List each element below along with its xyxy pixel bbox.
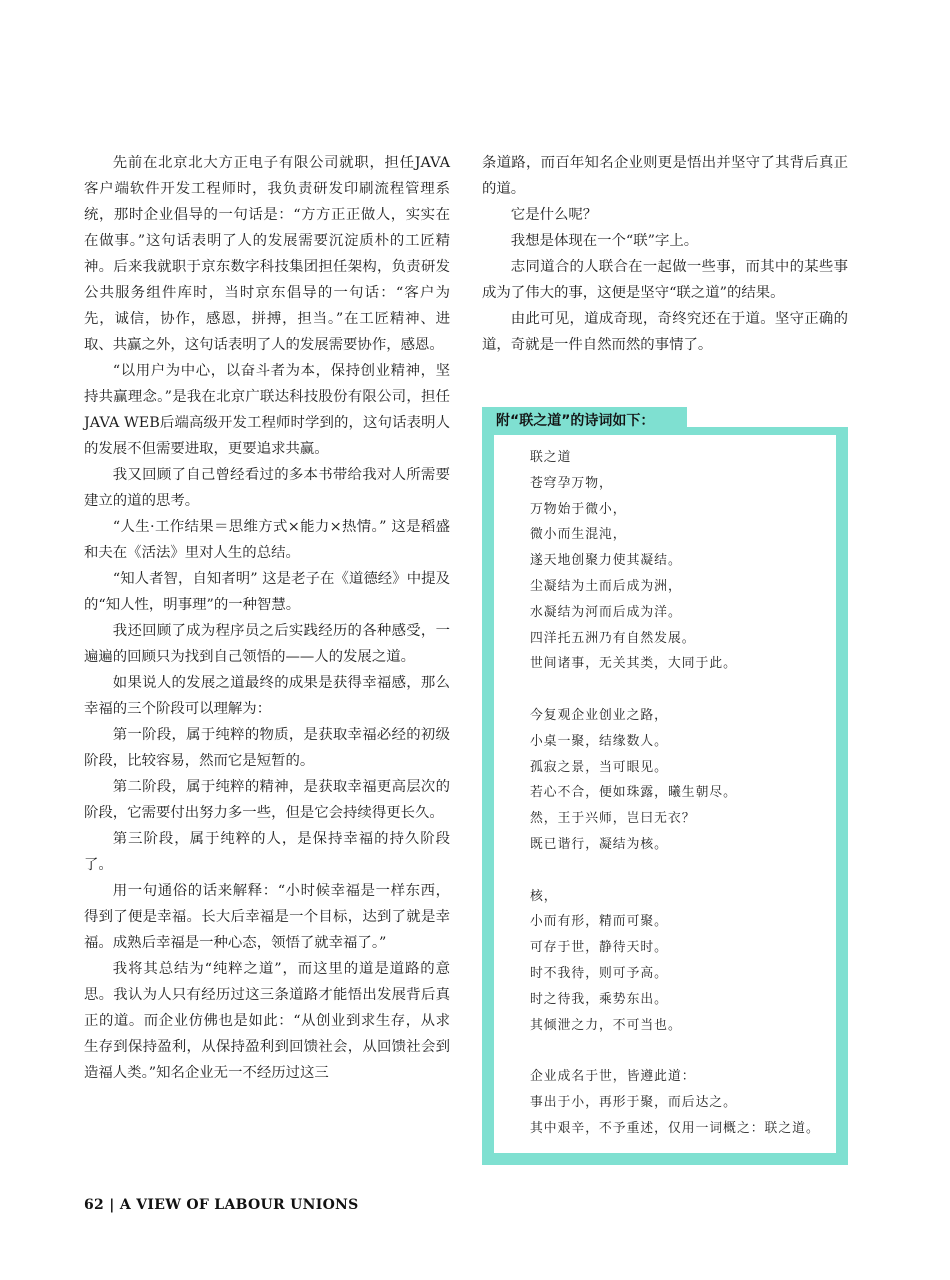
poem-line: 微小而生混沌， [530,527,627,543]
page-footer [84,1197,359,1213]
poem-line: 可存于世，静待天时。 [530,940,668,956]
paragraph: “人生·工作结果＝思维方式×能力×热情。” 这是稻盛和夫在《活法》里对人生的总结。 [84,519,450,561]
poem-line: 孤寂之景，当可眼见。 [530,759,668,775]
left-column [84,150,450,1086]
poem-line: 今复观企业创业之路， [530,707,668,723]
paragraph: 如果说人的发展之道最终的成果是获得幸福感，那么幸福的三个阶段可以理解为： [84,675,450,717]
poem-line: 企业成名于世，皆遵此道： [530,1069,696,1085]
poem-line: 然，王于兴师，岂曰无衣？ [530,811,696,827]
poem-line: 其倾泄之力，不可当也。 [530,1017,682,1033]
poem-line: 尘凝结为土而后成为洲， [530,578,682,594]
poem-line: 其中艰辛，不予重述，仅用一词概之：联之道。 [530,1120,820,1136]
poem-line: 小桌一聚，结缘数人。 [530,733,668,749]
paragraph: 先前在北京北大方正电子有限公司就职，担任JAVA客户端软件开发工程师时，我负责研发印刷流程管理系统，那时企业倡导的一句话是：“方方正正做人，实实在在做事。”这句话表明了人的发展需要沉淀质朴的工匠精神。后来我就职于京东数字科技集团担任架构，负责研发公共服务组件库时，当时京东倡导的一句话：“客户为先，诚信，协作，感恩，拼搏，担当。”在工匠精神、进取、共赢之外，这句话表明了人的发展需要协作，感恩。 [84,155,450,353]
paragraph: 由此可见，道成奇现，奇终究还在于道。坚守正确的道，奇就是一件自然而然的事情了。 [482,311,848,353]
poem-body [530,445,840,1142]
paragraph: 它是什么呢？ [510,207,598,223]
poem-line: 苍穹孕万物， [530,475,613,491]
poem-title: 联之道 [530,450,572,465]
paragraph: 我将其总结为“纯粹之道”，而这里的道是道路的意思。我认为人只有经历过这三条道路才能悟出发展背后真正的道。而企业仿佛也是如此：“从创业到求生存，从求生存到保持盈利，从保持盈利到回馈社会，从回馈社会到造福人类。”知名企业无一不经历过这三 [84,961,450,1081]
paragraph: 志同道合的人联合在一起做一些事，而其中的某些事成为了伟大的事，这便是坚守“联之道”的结果。 [482,259,848,301]
poem-line: 若心不合，便如珠露，曦生朝尽。 [530,785,737,801]
poem-box [482,407,848,1165]
poem-line: 四洋托五洲乃有自然发展。 [530,630,696,646]
paragraph: 我还回顾了成为程序员之后实践经历的各种感受，一遍遍的回顾只为找到自己领悟的——人的发展之道。 [84,623,450,665]
poem-line: 万物始于微小， [530,501,627,517]
paragraph: 用一句通俗的话来解释：“小时候幸福是一样东西，得到了便是幸福。长大后幸福是一个目标，达到了就是幸福。成熟后幸福是一种心态，领悟了就幸福了。” [84,883,450,951]
paragraph-continuation: 条道路，而百年知名企业则更是悟出并坚守了其背后真正的道。 [482,155,848,197]
poem-line: 小而有形，精而可聚。 [530,914,668,930]
poem-stanza-gap [530,1038,840,1064]
poem-line: 既已谐行，凝结为核。 [530,836,668,852]
paragraph: 我想是体现在一个“联”字上。 [510,233,699,249]
poem-line: 时之待我，乘势东出。 [530,991,668,1007]
footer-separator: | [109,1197,115,1213]
poem-line: 世间诸事，无关其类，大同于此。 [530,656,737,672]
poem-stanza-gap [530,677,840,703]
paragraph: 我又回顾了自己曾经看过的多本书带给我对人所需要建立的道的思考。 [84,467,450,509]
paragraph: 第一阶段，属于纯粹的物质，是获取幸福必经的初级阶段，比较容易，然而它是短暂的。 [84,727,450,769]
poem-line: 水凝结为河而后成为洋。 [530,604,682,620]
page-number: 62 [84,1197,105,1213]
poem-line: 遂天地创聚力使其凝结。 [530,553,682,569]
poem-stanza-gap [530,858,840,884]
poem-line: 事出于小，再形于聚，而后达之。 [530,1094,737,1110]
poem-heading: 附“联之道”的诗词如下： [482,407,687,435]
poem-line: 核， [530,888,558,904]
publication-name: A VIEW OF LABOUR UNIONS [119,1197,359,1213]
poem-line: 时不我待，则可予高。 [530,965,668,981]
paragraph: 第三阶段，属于纯粹的人，是保持幸福的持久阶段了。 [84,831,450,873]
right-column [482,150,848,358]
paragraph: 第二阶段，属于纯粹的精神，是获取幸福更高层次的阶段，它需要付出努力多一些，但是它会持续得更长久。 [84,779,450,821]
paragraph: “知人者智，自知者明” 这是老子在《道德经》中提及的“知人性，明事理”的一种智慧。 [84,571,450,613]
paragraph: “以用户为中心，以奋斗者为本，保持创业精神，坚持共赢理念。”是我在北京广联达科技股份有限公司，担任JAVA WEB后端高级开发工程师时学到的，这句话表明人的发展不但需要进取，更要追求共赢。 [84,363,450,457]
